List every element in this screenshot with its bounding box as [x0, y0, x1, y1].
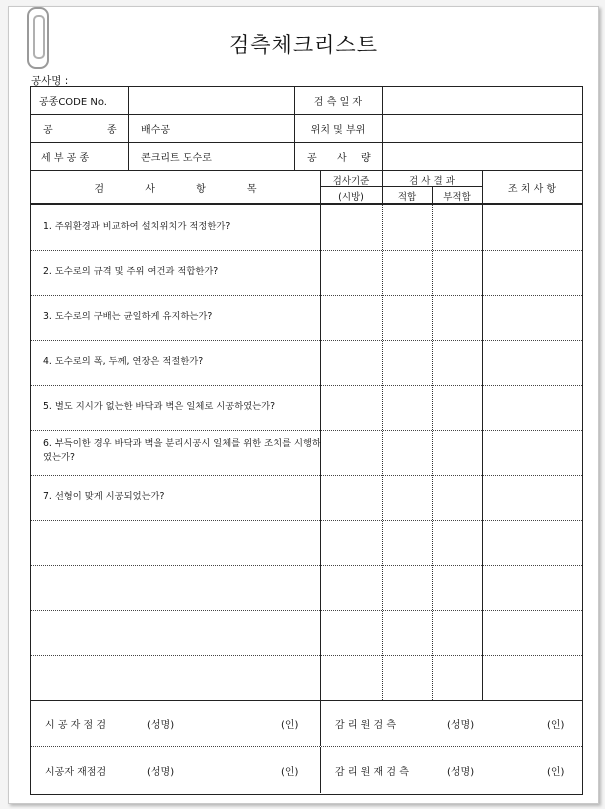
work-type-value[interactable]: 배수공: [141, 125, 170, 136]
work-type-label-a: 공: [43, 125, 53, 136]
standard-header: [320, 171, 382, 203]
fail-header: 부적합: [443, 192, 471, 203]
code-label: 공종CODE No.: [39, 97, 107, 108]
info-row-code: [31, 87, 582, 115]
contractor-check-name[interactable]: (성명): [147, 720, 175, 731]
quantity-label-b: 사: [337, 153, 347, 164]
result-header-label: 검 사 결 과: [409, 176, 455, 187]
supervisor-recheck-seal[interactable]: (인): [547, 766, 565, 778]
checklist-item-6: 6. 부득이한 경우 바닥과 벽을 분리시공시 일체를 위한 조치를 시행하였는가?: [43, 438, 321, 463]
item-header: 검 사 항 목: [94, 183, 257, 195]
supervisor-check-label: 감 리 원 검 측: [335, 720, 397, 731]
quantity-value[interactable]: [387, 143, 577, 170]
detail-type-value[interactable]: 콘크리트 도수로: [141, 153, 212, 164]
page-title: 검측체크리스트: [228, 33, 378, 57]
location-value[interactable]: [387, 115, 577, 142]
checklist-item-5: 5. 별도 지시가 없는한 바닥과 벽은 일체로 시공하였는가?: [43, 401, 276, 412]
info-row-work-type: [31, 115, 582, 143]
action-header: 조 치 사 항: [507, 183, 557, 195]
contractor-check-seal[interactable]: (인): [281, 720, 299, 731]
checklist-item-4: 4. 도수로의 폭, 두께, 연장은 적절한가?: [43, 356, 204, 367]
contractor-recheck-seal[interactable]: (인): [281, 766, 299, 778]
quantity-label-c: 량: [361, 153, 371, 164]
pass-header: 적합: [397, 192, 417, 203]
table-header: [31, 171, 582, 205]
location-label: 위치 및 부위: [310, 125, 366, 136]
info-row-detail: [31, 143, 582, 171]
contractor-check-label: 시 공 자 점 검: [45, 720, 107, 731]
supervisor-check-seal[interactable]: (인): [547, 720, 565, 731]
checklist-body: [31, 205, 582, 700]
inspection-form: [30, 86, 583, 795]
signature-row-1: [31, 701, 582, 747]
inspection-date-label: 검 측 일 자: [313, 97, 363, 108]
supervisor-recheck-label: 감 리 원 재 검 측: [335, 766, 409, 778]
checklist-item-3: 3. 도수로의 구배는 균일하게 유지하는가?: [43, 311, 213, 322]
standard-header-label: 검사기준: [332, 176, 370, 187]
work-type-label-b: 종: [107, 125, 117, 136]
code-value[interactable]: [133, 87, 293, 114]
checklist-item-7: 7. 선형이 맞게 시공되었는가?: [43, 491, 165, 502]
inspection-date-value[interactable]: [387, 87, 577, 114]
checklist-item-2: 2. 도수로의 규격 및 주위 여건과 적합한가?: [43, 266, 219, 277]
contractor-recheck-label: 시공자 재점검: [45, 766, 107, 778]
signature-row-2: [31, 747, 582, 793]
supervisor-recheck-name[interactable]: (성명): [447, 766, 475, 778]
detail-type-label: 세 부 공 종: [41, 153, 90, 164]
result-header: [382, 171, 482, 203]
project-name-label: 공사명 :: [31, 75, 69, 87]
supervisor-check-name[interactable]: (성명): [447, 720, 475, 731]
quantity-label-a: 공: [307, 153, 317, 164]
standard-header-sub: (시방): [338, 192, 364, 203]
contractor-recheck-name[interactable]: (성명): [147, 766, 175, 778]
checklist-item-1: 1. 주위환경과 비교하여 설치위치가 적정한가?: [43, 221, 231, 232]
